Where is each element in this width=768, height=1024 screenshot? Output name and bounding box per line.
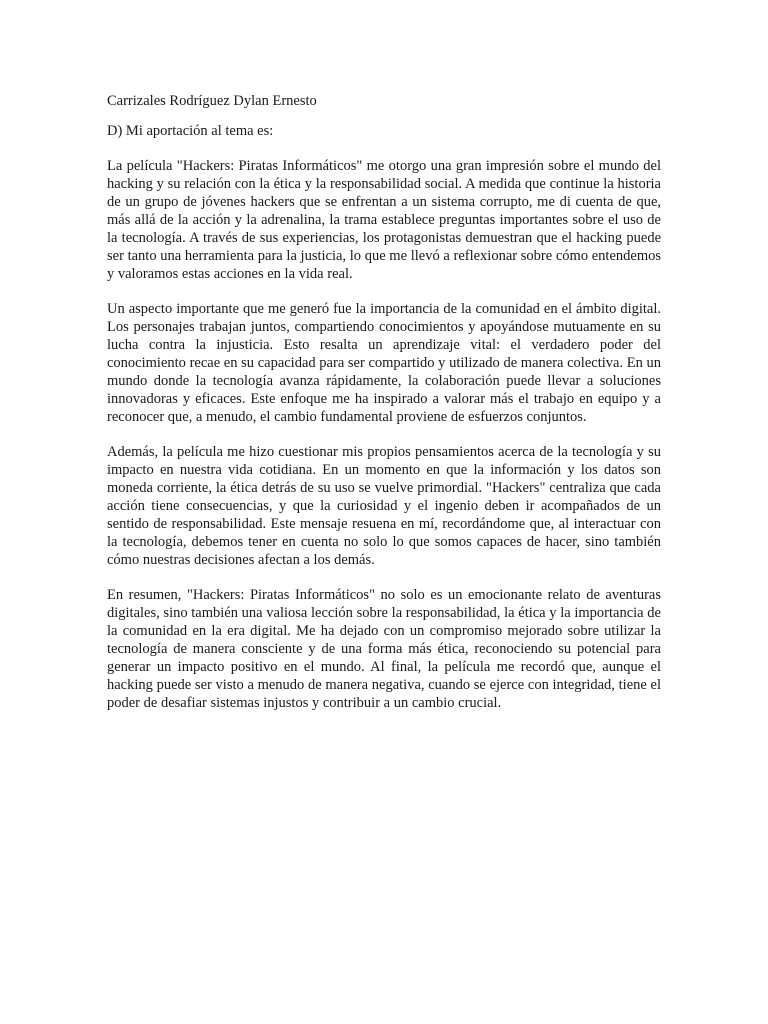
- document-page: [107, 92, 661, 712]
- author-name: Carrizales Rodríguez Dylan Ernesto: [107, 93, 317, 109]
- section-prompt: D) Mi aportación al tema es:: [107, 123, 274, 139]
- paragraph-1: La película "Hackers: Piratas Informáticos" me otorgo una gran impresión sobre el mundo del hacking y su relación con la ética y la responsabilidad social. A medida que continue la historia de un grupo de jóvenes hackers que se enfrentan a un sistema corrupto, me di cuenta de que, más allá de la acción y la adrenalina, la trama establece preguntas importantes sobre el uso de la tecnología. A través de sus experiencias, los protagonistas demuestran que el hacking puede ser tanto una herramienta para la justicia, lo que me llevó a reflexionar sobre cómo entendemos y valoramos estas acciones en la vida real.: [107, 158, 661, 282]
- paragraph-3: Además, la película me hizo cuestionar mis propios pensamientos acerca de la tecnología y su impacto en nuestra vida cotidiana. En un momento en que la información y los datos son moneda corriente, la ética detrás de su uso se vuelve primordial. "Hackers" centraliza que cada acción tiene consecuencias, y que la curiosidad y el ingenio deben ir acompañados de un sentido de responsabilidad. Este mensaje resuena en mí, recordándome que, al interactuar con la tecnología, debemos tener en cuenta no solo lo que somos capaces de hacer, sino también cómo nuestras decisiones afectan a los demás.: [107, 444, 661, 568]
- paragraph-2: Un aspecto importante que me generó fue la importancia de la comunidad en el ámbito digital. Los personajes trabajan juntos, compartiendo conocimientos y apoyándose mutuamente en su lucha contra la injusticia. Esto resalta un aprendizaje vital: el verdadero poder del conocimiento recae en su capacidad para ser compartido y utilizado de manera colectiva. En un mundo donde la tecnología avanza rápidamente, la colaboración puede llevar a soluciones innovadoras y eficaces. Este enfoque me ha inspirado a valorar más el trabajo en equipo y a reconocer que, a menudo, el cambio fundamental proviene de esfuerzos conjuntos.: [107, 301, 661, 425]
- paragraph-4: En resumen, "Hackers: Piratas Informáticos" no solo es un emocionante relato de aventuras digitales, sino también una valiosa lección sobre la responsabilidad, la ética y la importancia de la comunidad en la era digital. Me ha dejado con un compromiso mejorado sobre utilizar la tecnología de manera consciente y de una forma más ética, reconociendo su potencial para generar un impacto positivo en el mundo. Al final, la película me recordó que, aunque el hacking puede ser visto a menudo de manera negativa, cuando se ejerce con integridad, tiene el poder de desafiar sistemas injustos y contribuir a un cambio crucial.: [107, 587, 661, 711]
